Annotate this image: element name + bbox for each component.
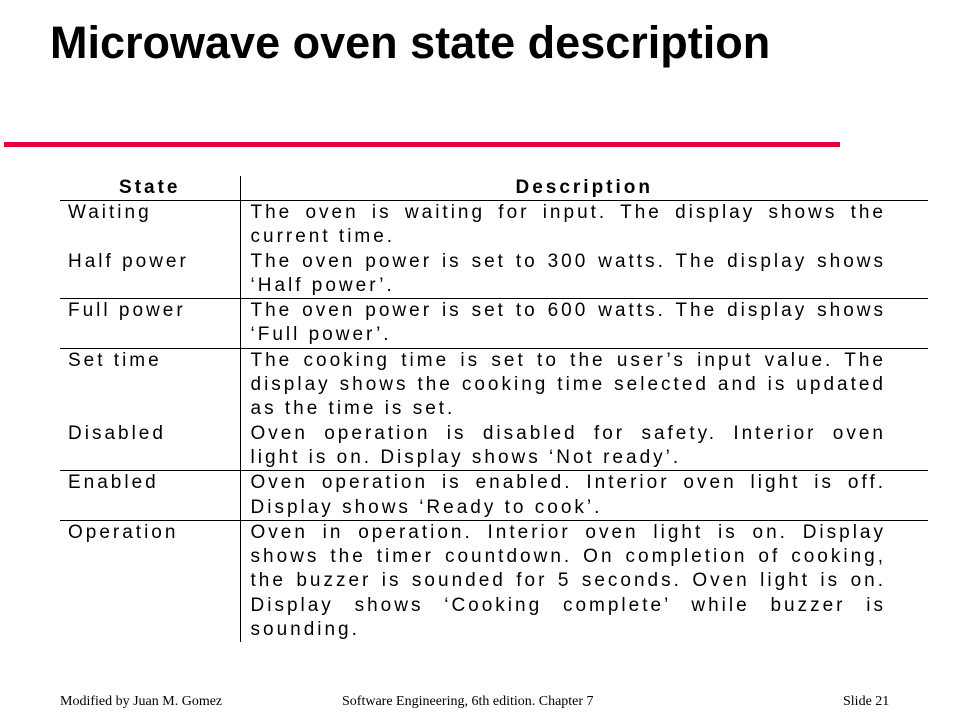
footer-course: Software Engineering, 6th edition. Chapter 7 xyxy=(342,694,594,709)
state-cell: Full power xyxy=(60,299,240,349)
table-row xyxy=(60,250,928,299)
header-description: Description xyxy=(240,176,928,201)
slide-title: Microwave oven state description xyxy=(50,17,771,68)
state-cell: Operation xyxy=(68,521,179,543)
table-row xyxy=(60,348,928,421)
description-cell: Oven operation is disabled for safety. Interior oven light is on. Display shows ‘Not ready’. xyxy=(240,422,928,471)
description-cell: Oven operation is enabled. Interior oven light is off. Display shows ‘Ready to cook’. xyxy=(240,471,928,521)
table-row xyxy=(60,422,928,471)
table-row xyxy=(60,299,928,349)
footer-author: Modified by Juan M. Gomez xyxy=(60,694,223,709)
description-cell: Oven in operation. Interior oven light is on. Display shows the timer countdown. On completion of cooking, the buzzer is sounded for 5 seconds. Oven light is on. Display shows ‘Cooking complete’ while buzzer is sounding. xyxy=(240,520,928,642)
description-cell: The oven power is set to 600 watts. The display shows ‘Full power’. xyxy=(240,299,928,349)
table-row xyxy=(60,520,928,642)
title-underline xyxy=(4,142,840,147)
state-table xyxy=(60,176,928,642)
state-cell: Half power xyxy=(60,250,240,299)
table-row xyxy=(60,201,928,250)
description-cell: The cooking time is set to the user’s input value. The display shows the cooking time selected and is updated as the time is set. xyxy=(240,348,928,421)
description-cell: The oven power is set to 300 watts. The display shows ‘Half power’. xyxy=(240,250,928,299)
footer-slide-number: Slide 21 xyxy=(843,694,890,709)
state-cell: Disabled xyxy=(60,422,240,471)
description-cell: The oven is waiting for input. The display shows the current time. xyxy=(240,201,928,250)
table-header-row xyxy=(60,176,928,201)
table-row xyxy=(60,471,928,521)
header-state: State xyxy=(60,176,240,201)
state-cell: Waiting xyxy=(68,202,152,223)
state-cell: Set time xyxy=(68,349,162,371)
state-cell: Enabled xyxy=(60,471,240,521)
